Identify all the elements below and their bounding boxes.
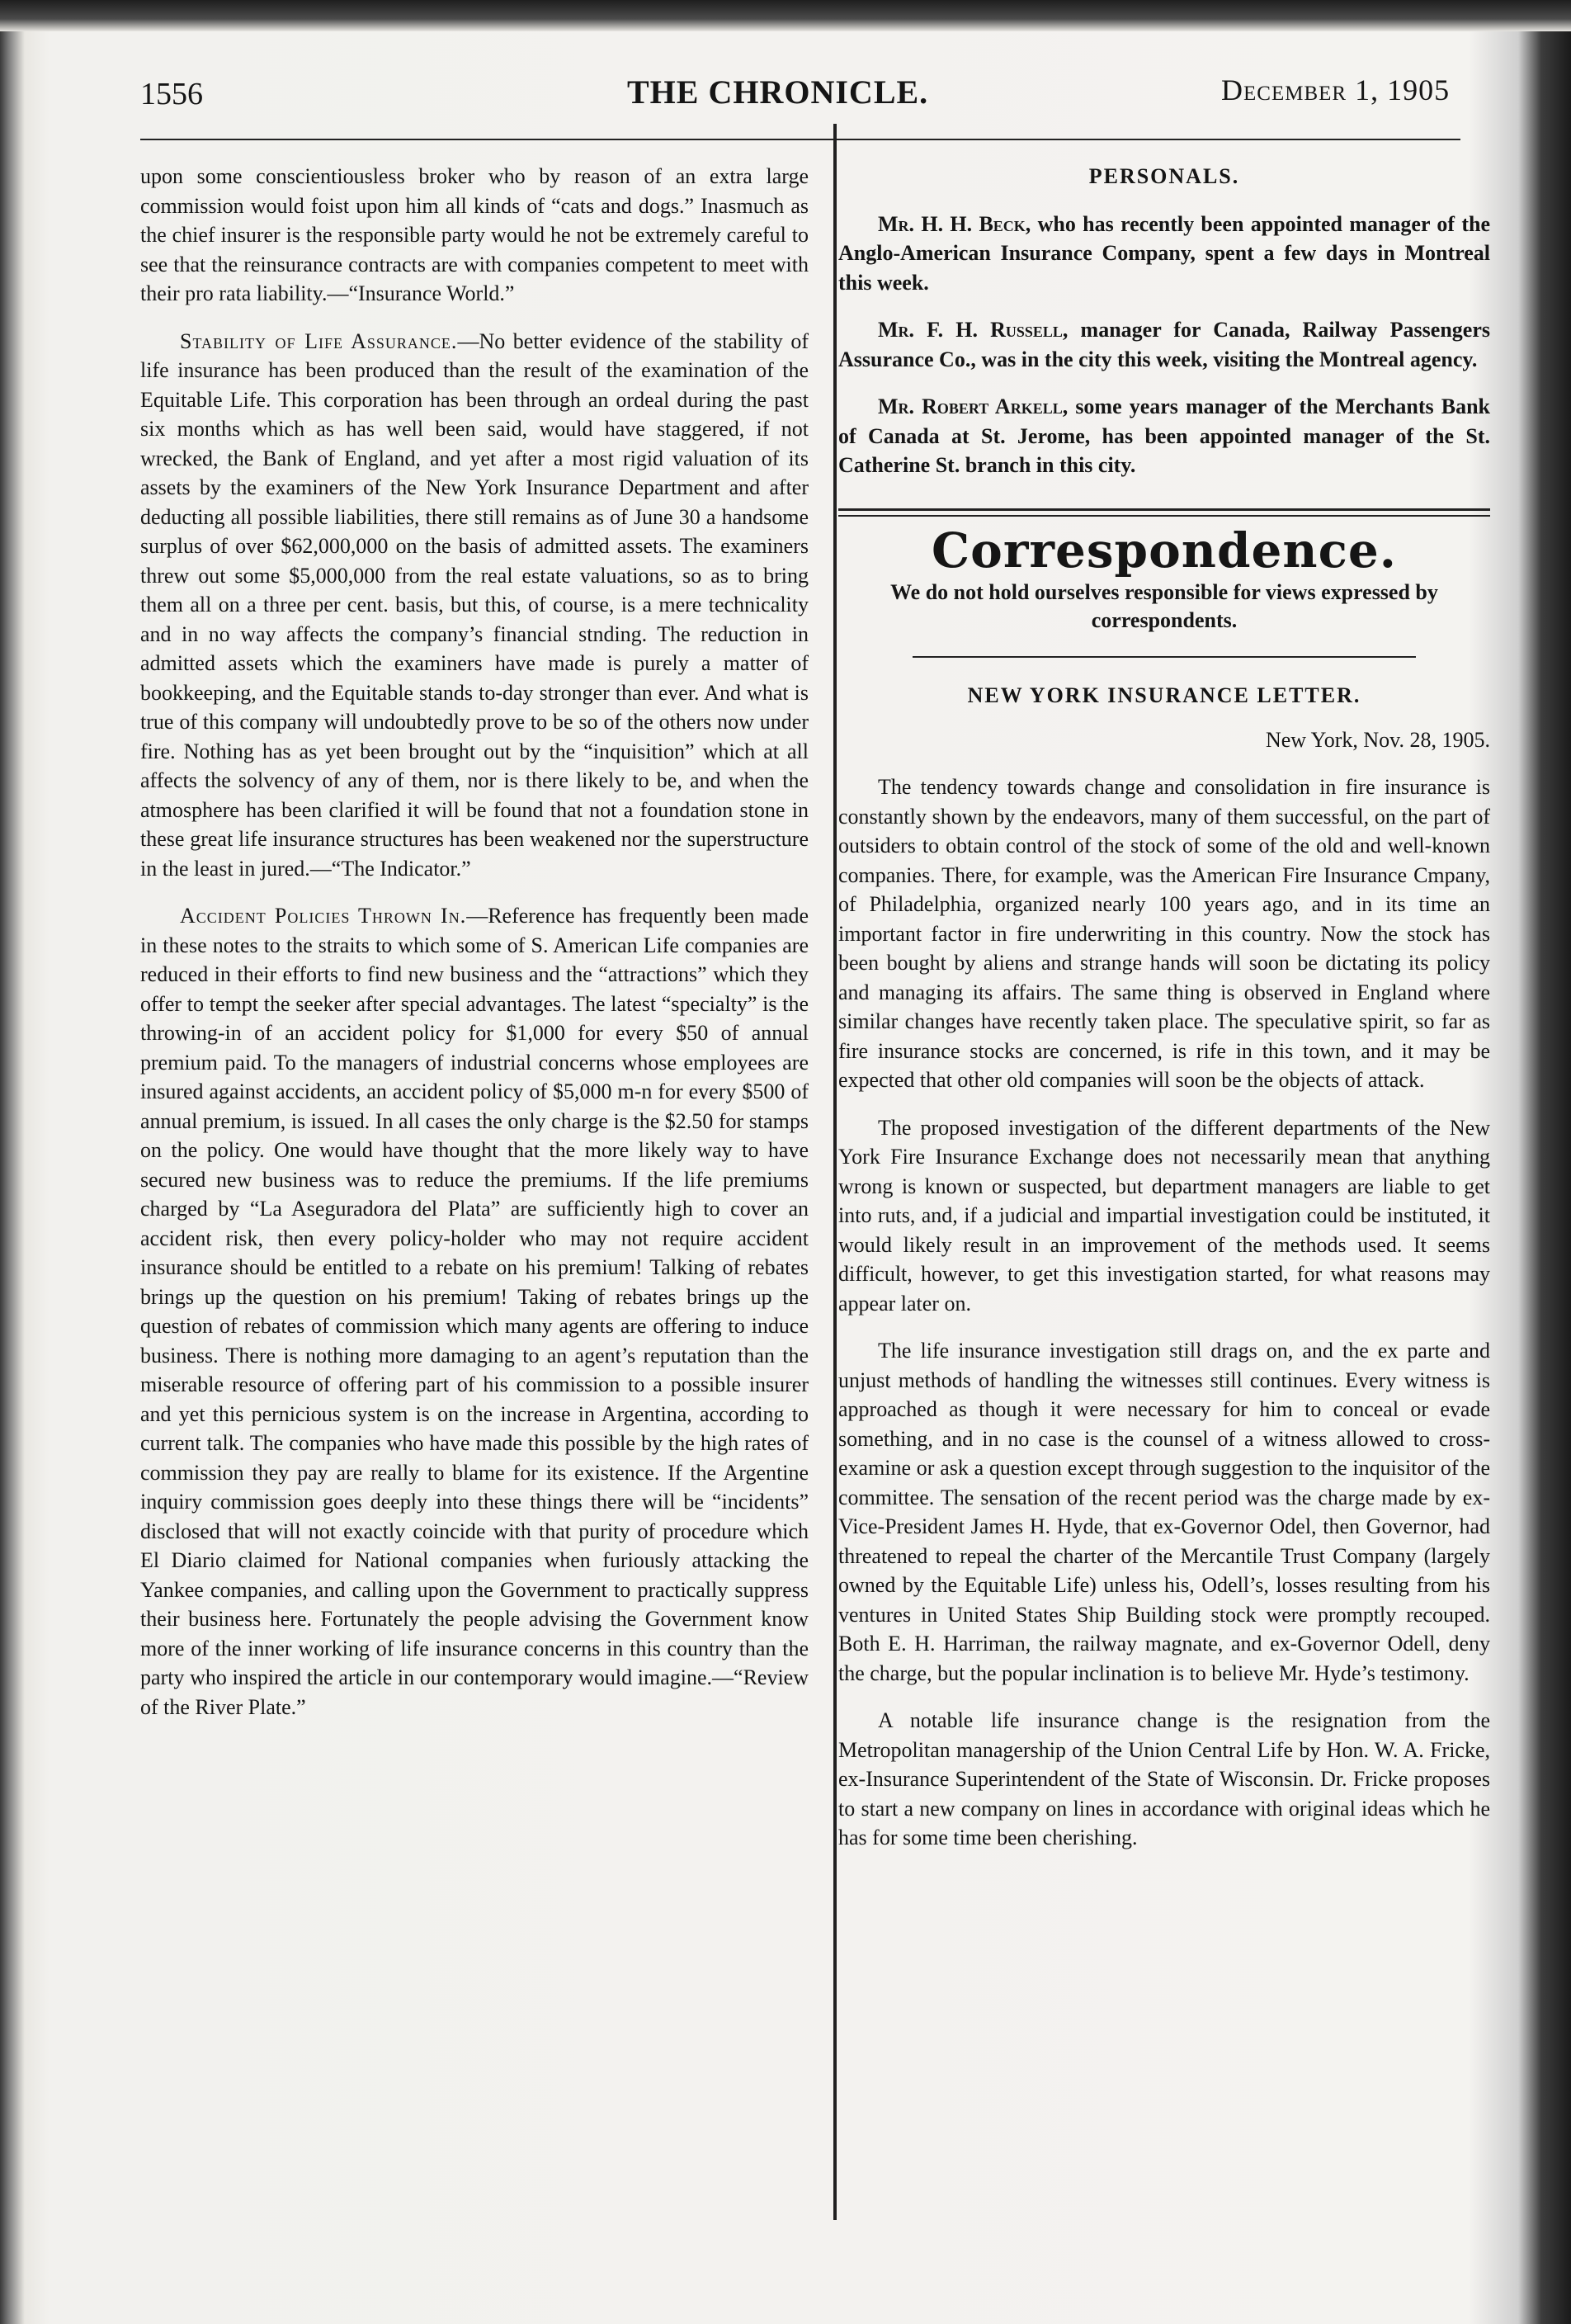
correspondence-heading: Correspondence.: [932, 522, 1397, 579]
article-body: —Reference has frequently been made in these notes to the straits to which some of S. American Life companies are reduced in their efforts to find new business and the “attractions” which they offer to tempt the seeker after special advantages. The latest “specialty” is the throwing-in of an accident policy for $1,000 for every $50 of annual premium paid. To the managers of industrial concerns whose employees are insured against accidents, an accident policy of $5,000 m-n for every $500 of annual premium, is issued. In all cases the only charge is the $2.50 for stamps on the policy. One would have thought that the more likely way to have secured new business was to reduce the premiums. If the life premiums charged by “La Aseguradora del Plata” are sufficiently high to cover an accident risk, then every policy-holder who may not require accident insurance should be entitled to a rebate on his premium! Talking of rebates brings up the question on his premium! Taking of rebates brings up the question of rebates of commission which many agents are offering to induce business. There is nothing more damaging to an agent’s reputation than the miserable resource of offering part of his commission to a possible insurer and yet this pernicious system is on the increase in Argentina, according to current talk. The companies who have made this possible by the high rates of commission they pay are really to blame for its existence. If the Argentine inquiry commission goes deeply into these things there will be “incidents” disclosed that will not exactly coincide with that purity of procedure which El Diario claimed for National companies when furiously attacking the Yankee companies, and calling upon the Government to practically suppress their business here. Fortunately the people advising the Government know more of the inner working of life insurance concerns in this country than the party who inspired the article in our contemporary would imagine.—“Review of the River Plate.”: [140, 904, 809, 1719]
page-number: 1556: [140, 77, 203, 111]
personals-section: [838, 210, 1490, 480]
correspondence-disclaimer: We do not hold ourselves responsible for views expressed by correspondents.: [890, 580, 1438, 632]
letter-rule: [913, 656, 1416, 658]
personal-body: who has recently been appointed manager of the Anglo-American Insurance Company, spent a few days in Montreal this week.: [838, 211, 1490, 295]
personal-body: some years manager of the Merchants Bank of Canada at St. Jerome, has been appointed manager of the St. Catherine St. branch in this city.: [838, 394, 1491, 477]
personal-name: Mr. F. H. Russell,: [878, 318, 1069, 342]
scan-top-edge: [0, 0, 1571, 31]
letter-heading: NEW YORK INSURANCE LETTER.: [967, 683, 1361, 707]
article-body: —No better evidence of the stability of life insurance has been produced than the result of the examination of the Equitable Life. This corporation has been through an ordeal during the past six months which as has well been said, would have staggered, if not wrecked, the Bank of England, and yet after a most rigid valuation of its assets by the examiners of the New York Insurance Department and after deducting all possible liabilities, there still remains as of June 30 a handsome surplus of over $62,000,000 on the basis of admitted assets. The examiners threw out some $5,000,000 from the real estate valuations, so as to bring them all on a three per cent. basis, but this, of course, is a mere technicality and in no way affects the company’s financial stnding. The reduction in admitted assets which the examiners have made is purely a matter of bookkeeping, and the Equitable stands to-day stronger than ever. And what is true of this company will undoubtedly prove to be so of the others now under fire. Nothing has as yet been brought out by the “inquisition” which at all affects the solvency of any of them, nor is there likely to be, and when the atmosphere has been clarified it will be found that not a foundation stone in these great life insurance structures has been weakened nor the superstructure in the least in jured.—“The Indicator.”: [140, 328, 809, 881]
personal-body: manager for Canada, Railway Passengers Assurance Co., was in the city this week, visiting the Montreal agency.: [838, 318, 1490, 371]
letter-paragraph: The life insurance investigation still drags on, and the ex parte and unjust methods of handling the witnesses still continues. Every witness is approached as though it were necessary for him to conceal or evade something, and in no case is the counsel of a witness allowed to cross-examine or ask a question except through suggestion to the inquisitor of the committee. The sensation of the recent period was the charge made by ex-Vice-President James H. Hyde, that ex-Governor Odel, then Governor, had threatened to repeal the charter of the Mercantile Trust Company (largely owned by the Equitable Life) unless his, Odell’s, losses resulting from his ventures in United States Ship Building stock were promptly recouped. Both E. H. Harriman, the railway magnate, and ex-Governor Odell, deny the charge, but the popular inclination is to believe Mr. Hyde’s testimony.: [838, 1339, 1490, 1685]
article-accident-policies: [140, 901, 809, 1722]
letter-dateline: New York, Nov. 28, 1905.: [1265, 727, 1490, 752]
article-continuation: upon some conscientiousless broker who by reason of an extra large commission would foist upon him all kinds of “cats and dogs.” Inasmuch as the chief insurer is the responsible party would he not be extremely careful to see that the reinsurance contracts are with companies competent to meet with their pro rata liability.—“Insurance World.”: [140, 164, 809, 305]
personals-heading: PERSONALS.: [1088, 164, 1240, 188]
letter-paragraph: The tendency towards change and consolidation in fire insurance is constantly shown by the endeavors, many of them successful, on the part of outsiders to obtain control of the stock of some of the old and well-known companies. There, for example, was the American Fire Insurance Cmpany, of Philadelphia, organized nearly 100 years ago, and in its time an important factor in fire underwriting in this country. Now the stock has been bought by aliens and strange hands will soon be dictating its policy and managing its affairs. The same thing is observed in England where similar changes have recently taken place. The speculative spirit, so far as fire insurance stocks are concerned, is rife in this town, and it may be expected that other old companies will soon be the objects of attack.: [838, 775, 1490, 1092]
right-column: [838, 162, 1490, 1871]
personal-item: [838, 392, 1490, 480]
personal-item: [838, 315, 1490, 374]
letter-paragraph: A notable life insurance change is the resignation from the Metropolitan managership of the Union Central Life by Hon. W. A. Fricke, ex-Insurance Superintendent of the State of Wisconsin. Dr. Fricke proposes to start a new company on lines in accordance with original ideas which he has for some time been cherishing.: [838, 1708, 1490, 1849]
personal-item: [838, 210, 1490, 298]
left-column: [140, 162, 809, 1740]
personal-name: Mr. Robert Arkell,: [878, 394, 1069, 418]
letter-paragraph: The proposed investigation of the different departments of the New York Fire Insurance Exchange does not necessarily mean that anything wrong is known or suspected, but department managers are liable to get into ruts, and, if a judicial and impartial investigation could be instituted, it would likely result in an improvement of the methods used. It seems difficult, however, to get this investigation started, for what reasons may appear later on.: [838, 1115, 1490, 1316]
column-divider: [833, 124, 837, 2220]
page-header: [140, 68, 1460, 117]
article-lead: Stability of Life Assurance.: [180, 328, 458, 353]
article-stability-of-life-assurance: [140, 327, 809, 884]
header-rule: [140, 139, 1460, 140]
section-rule: [838, 515, 1490, 517]
article-lead: Accident Policies Thrown In.: [180, 904, 467, 928]
personal-name: Mr. H. H. Beck,: [878, 211, 1031, 236]
section-rule: [838, 508, 1490, 511]
issue-date: December 1, 1905: [1221, 73, 1451, 106]
running-title: THE CHRONICLE.: [627, 73, 929, 111]
